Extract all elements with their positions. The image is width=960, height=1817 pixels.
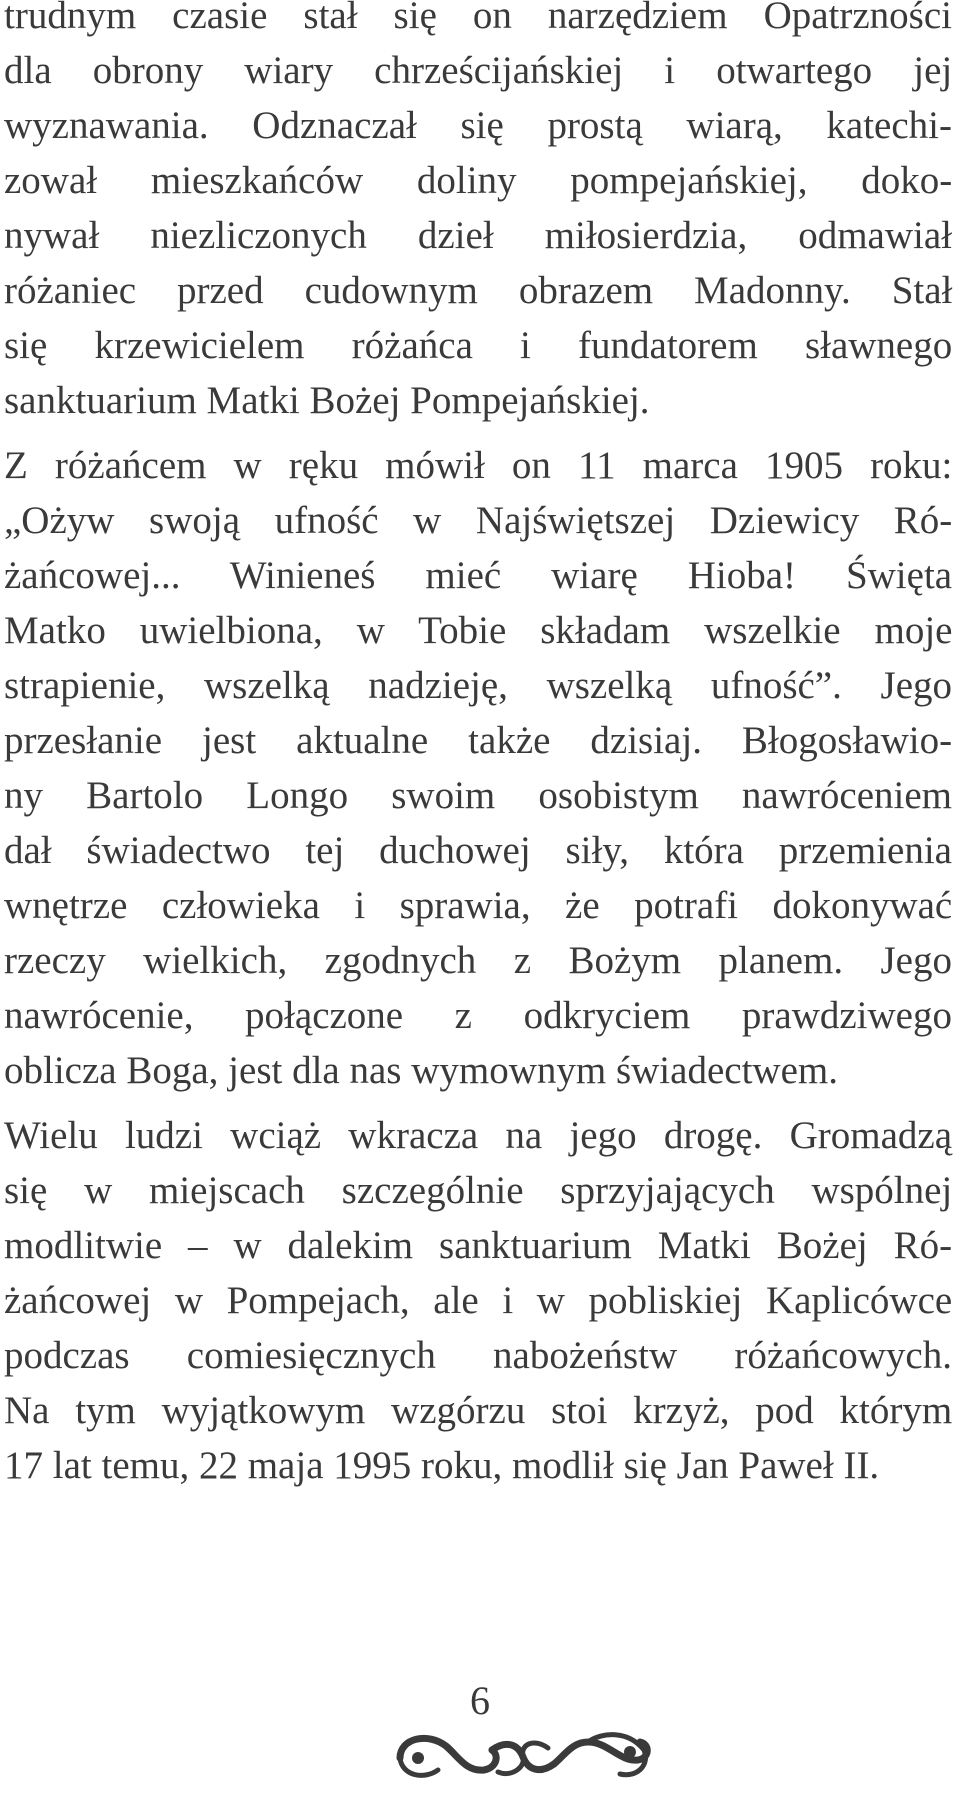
text-line: rzeczy wielkich, zgodnych z Bożym planem. Jego [4, 939, 952, 982]
fleuron-ornament-icon [388, 1722, 658, 1792]
text-line: nawrócenie, połączone z odkryciem prawdziwego [4, 994, 952, 1037]
text-line: sanktuarium Matki Bożej Pompejańskiej. [4, 379, 650, 422]
text-line: wnętrze człowieka i sprawia, że potrafi dokonywać [4, 884, 953, 927]
text-line: się w miejscach szczególnie sprzyjających wspólnej [4, 1169, 953, 1212]
text-line: się krzewicielem różańca i fundatorem sławnego [4, 324, 953, 367]
paragraph-1 [4, 0, 952, 428]
text-line: trudnym czasie stał się on narzędziem Opatrzności [4, 0, 952, 37]
text-line: żańcowej... Winieneś mieć wiarę Hioba! Święta [4, 554, 953, 597]
text-line: 17 lat temu, 22 maja 1995 roku, modlił się Jan Paweł II. [4, 1444, 880, 1487]
text-line: Wielu ludzi wciąż wkracza na jego drogę. Gromadzą [4, 1114, 952, 1157]
body-text [4, 0, 952, 1493]
text-line: nywał niezliczonych dzieł miłosierdzia, odmawiał [4, 214, 952, 257]
text-line: ny Bartolo Longo swoim osobistym nawróceniem [4, 774, 952, 817]
text-line: „Ożyw swoją ufność w Najświętszej Dziewicy Ró- [4, 499, 953, 542]
text-line: strapienie, wszelką nadzieję, wszelką ufność”. Jego [4, 664, 952, 707]
text-line: modlitwie – w dalekim sanktuarium Matki Bożej Ró- [4, 1224, 953, 1267]
text-line: Na tym wyjątkowym wzgórzu stoi krzyż, pod którym [4, 1389, 953, 1432]
text-line: dla obrony wiary chrześcijańskiej i otwartego jej [4, 49, 953, 92]
text-line: wyznawania. Odznaczał się prostą wiarą, katechi- [4, 104, 952, 147]
text-line: różaniec przed cudownym obrazem Madonny. Stał [4, 269, 953, 312]
page-number: 6 [470, 1678, 490, 1723]
text-line: dał świadectwo tej duchowej siły, która przemienia [4, 829, 952, 872]
text-line: oblicza Boga, jest dla nas wymownym świadectwem. [4, 1049, 838, 1092]
text-line: Z różańcem w ręku mówił on 11 marca 1905 roku: [4, 444, 953, 487]
text-line: zował mieszkańców doliny pompejańskiej, doko- [4, 159, 953, 202]
text-line: przesłanie jest aktualne także dzisiaj. Błogosławio- [4, 719, 953, 762]
paragraph-2 [4, 438, 952, 1098]
text-line: podczas comiesięcznych nabożeństw różańcowych. [4, 1334, 952, 1377]
paragraph-3 [4, 1108, 952, 1493]
text-line: Matko uwielbiona, w Tobie składam wszelkie moje [4, 609, 953, 652]
text-line: żańcowej w Pompejach, ale i w pobliskiej Kaplicówce [4, 1279, 953, 1322]
